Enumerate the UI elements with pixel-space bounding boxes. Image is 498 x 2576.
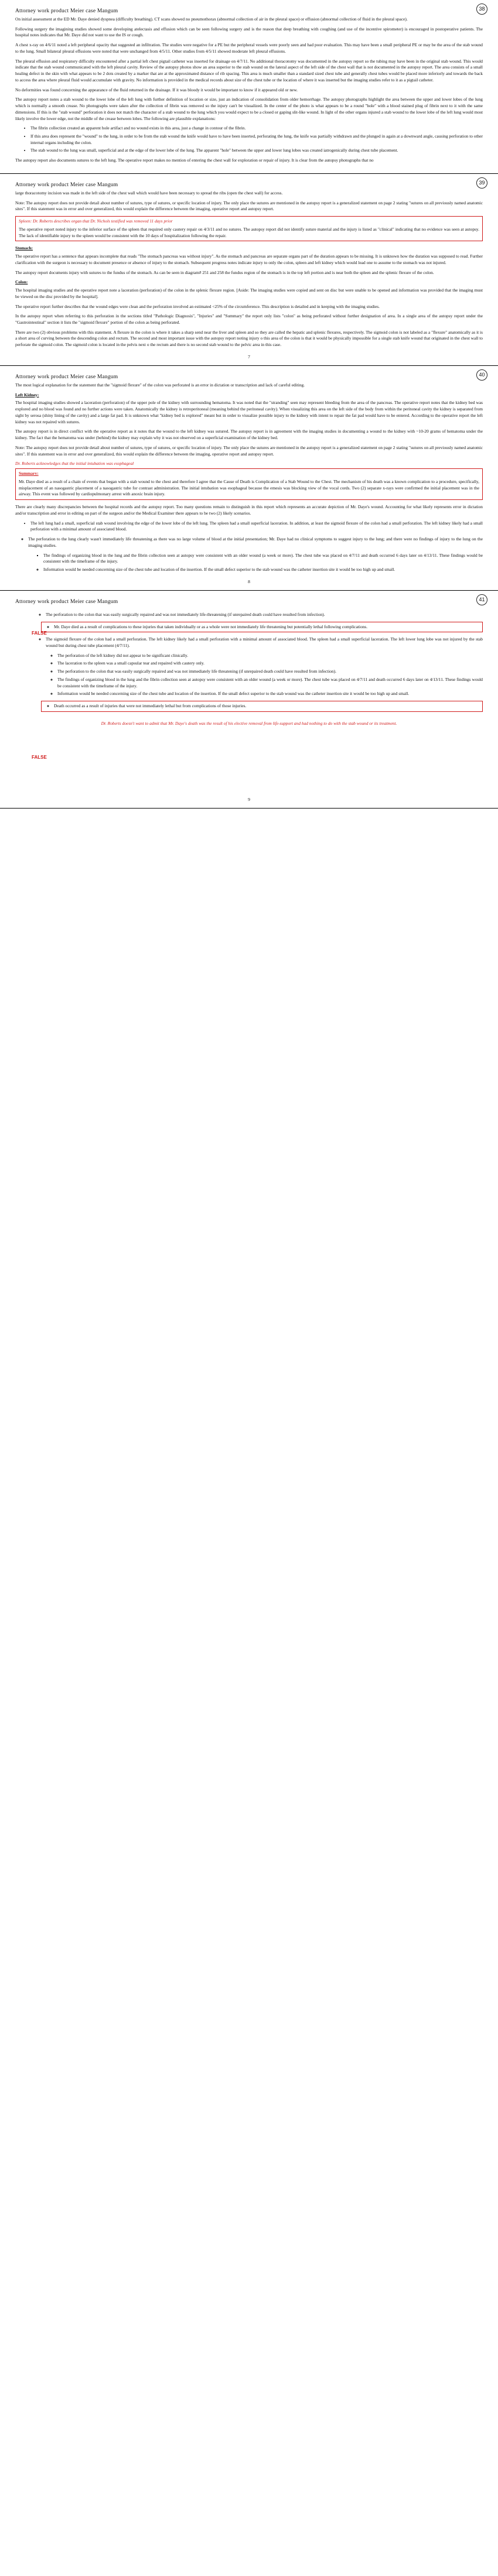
page-body-40	[15, 382, 483, 584]
page-footer: 7	[248, 354, 250, 359]
paragraph: large thoracotomy incision was made in the left side of the chest wall which would have been necessary to spread the ribs (open the chest wall) for access.	[15, 190, 283, 196]
paragraph: There are clearly many discrepancies between the hospital records and the autopsy report. Too many questions remain to distinguish in this report which represents an accurate depiction of Mr. Daye's wound. Accounting for what likely represents error in dictation and/or transcription and error in editing on part of the surgeon and/or the Medical Examiner there appears to be two (2) likely scenarios.	[15, 504, 483, 516]
list-item: • The fibrin collection created an apparent hole artifact and no wound exists in this area, just a change in contour of the fibrin.	[30, 125, 483, 132]
list-item: ◦ Mr. Daye died as a result of complications to these injuries that taken individually or as a whole were not immediately life threatening but potentially lethal following complications.	[54, 624, 479, 631]
bullet-sublist-hollow	[15, 653, 483, 697]
false-label-2: FALSE	[32, 754, 47, 760]
page-header: Attorney work product Meier case Mangum	[15, 181, 118, 188]
page-header: Attorney work product Meier case Mangum	[15, 8, 118, 14]
paragraph: The operative report further describes that the wound edges were clean and the perforation involved an estimated <25% of the circumference. This description is detailed and in keeping with the imaging studies.	[15, 303, 380, 309]
list-item: ◦ The perforation to the colon that was easily surgically repaired and was not immediately life-threatening (if unrepaired death could have resulted from infection).	[46, 612, 483, 618]
paragraph: Note: The autopsy report does not provide detail about number of sutures, type of sutures, or specific location of injury. The only place the sutures are mentioned in the autopsy report is a generalized statement on page 2 stating "sutures on all previously named anatomic sites". If this statement was in error and over generalized, this would explain the difference between the imaging, operative report and autopsy report.	[15, 444, 483, 457]
paragraph: The autopsy report is in direct conflict with the operative report as it notes that the wound to the left kidney was sutured. The autopsy report is in agreement with the imaging studies in documenting a wound to the kidney with ~10-20 grams of hematoma under the kidney. The fact that the hematoma was under (behind) the kidney may explain why it was not observed on a superficial examination of the kidney bed.	[15, 429, 483, 441]
list-item: • The left lung had a small, superficial stab wound involving the edge of the lower lobe of the left lung. The spleen had a small superficial laceration. In addition, at least the sigmoid flexure of the colon had a small perforation. The left kidney likely had a small perforation with a minimal amount of associated blood.	[30, 520, 483, 533]
paragraph: The hospital imaging studies showed a laceration (perforation) of the upper pole of the kidney with surrounding hematoma. It was noted that the "stranding" seen may represent bleeding from the area of the pancreas. The operative report notes that the kidney bed was explored and no blood was found and no further actions were taken. Anatomically the kidney is retroperitoneal (meaning behind the peritoneal cavity). When visualizing this area on the left side of the body from within the peritoneal cavity the kidney is separated from sight by serosa (shiny lining of the cavity) and a large fat pad. It is unknown what "kidney bed is explored" meant but in order to visualize possible injury to the kidney with intent to repair the fat pad would have to be entered. According to the operative report the left kidney was not repaired with sutures.	[15, 400, 483, 424]
list-item: • The stab wound to the lung was small, superficial and at the edge of the lower lobe of the lung. The apparent "hole" between the upper and lower lung lobes was created iatrogenically during chest tube placement.	[30, 148, 483, 154]
page-footer: 9	[248, 796, 250, 802]
annotation-esophageal-intubation: Dr. Roberts acknowledges that the initial intubation was esophageal	[15, 461, 134, 467]
list-item: ◦ The sigmoid flexure of the colon had a small perforation. The left kidney likely had a small perforation with a minimal amount of associated blood. The spleen had a small superficial laceration. The left lower lung lobe was not injured by the stab wound but during chest tube placement (4/7/11).	[46, 636, 483, 649]
page-body-38	[15, 16, 483, 164]
list-item: ◦ The perforation to the colon that was easily surgically repaired and was not immediately life threatening (if unrepaired death could have resulted from infection).	[57, 669, 483, 675]
bullet-sublist	[15, 536, 483, 549]
paragraph: There are two (2) obvious problems with this statement. A flexure in the colon is where it takes a sharp send near the liver and spleen and so they are called the hepatic and splenic flexures, respectively. The sigmoid colon is not labeled as a "flexure" anatomically as it is a short area of curving between the descending colon and rectum. The second and most important issue with the autopsy report noting injury o this area of the colon is that it would be physically impossible for a single stab knife wound that originated in the chest wall to perforate the sigmoid colon. The sigmoid colon is located in the pelvis next o the rectum and there is no second stab wound to the pelvic area in this case.	[15, 329, 483, 348]
paragraph: In the autopsy report when referring to this perforation in the sections titled "Pathologic Diagnosis", "Injuries" and "Summary" the report only lists "colon" as being perforated without further designation of area. In a single area of the autopsy report under the "Gastrointestinal" section it lists the "sigmoid flexure" portion of the colon as being perforated.	[15, 313, 483, 325]
list-item: ◦ Death occurred as a result of injuries that were not immediately lethal but from complications of those injuries.	[54, 703, 479, 710]
paragraph: The hospital imaging studies and the operative report note a laceration (perforation) of the colon in the splenic flexure region. [Aside: The imaging studies were copied and sent on disc but were unable to be opened and information was provided that the imaging must be viewed on the disc provided by the hospital].	[15, 287, 483, 299]
false-label-1: FALSE	[32, 630, 47, 636]
page-badge-39: 39	[476, 177, 487, 189]
annotation-label: Summary:	[19, 471, 39, 477]
paragraph: The pleural effusion and respiratory difficulty encountered after a partial left chest pigtail catheter was inserted for drainage on 4/7/11. No additional thoracotomy was documented in the autopsy report so the tubing may have been in the original stab wound. This would indicate that the stab wound communicated with the left pleural cavity. Review of the autopsy photos show an area superior to the stab wound on the lateral aspect of the left side of the chest wall that is not documented in the autopsy report. The area consists of a small healing defect in the skin with what appears to be 2 dots created by a marker that are at the approximated distance of rib spacing. This area is much smaller than a standard sized chest tube and generally chest tubes would be placed more inferiorly and towards the back to access the area where pleural fluid would accumulate with gravity. No information is provided in the medical records about size of the chest tube or the location of where it was inserted but the imaging studies refer to it as a pigtail catheter.	[15, 58, 483, 83]
annotation-box-spleen	[15, 216, 483, 241]
document-page-40	[0, 366, 498, 591]
list-item: ◦ The laceration to the spleen was a small capsular tear and repaired with cautery only.	[57, 660, 483, 667]
page-badge-38: 38	[476, 4, 487, 15]
list-item: ◦ Information would be needed concerning size of the chest tube and location of the insertion. If the small defect superior to the stab wound was the catheter insertion site it would be too high up and small.	[43, 567, 483, 573]
page-badge-41: 41	[476, 594, 487, 605]
paragraph: No deformities was found concerning the appearance of the fluid returned in the drainage. If it was bloody it would be important to know if it appeared old or new.	[15, 87, 298, 93]
list-item: ◦ The findings of organizing blood in the lung and the fibrin collection seen at autopsy were consistent with an older wound (a week or more). The chest tube was placed on 4/7/11 and death occurred 6 days later on 4/13/11. These findings would be consistent with the timeframe of the injury.	[57, 677, 483, 689]
page-header: Attorney work product Meier case Mangum	[15, 598, 118, 605]
paragraph: Note: The autopsy report does not provide detail about number of sutures, type of sutures, or specific location of injury. The only place the sutures are mentioned in the autopsy report is a generalized statement on page 2 stating "sutures on all previously named anatomic sites". If this statement was in error and over generalized, this would explain the difference between the imaging, operative report and autopsy report.	[15, 200, 483, 212]
bullet-list	[15, 125, 483, 154]
list-item: ◦ The perforation of the left kidney did not appear to be significant clinically.	[57, 653, 483, 659]
page-footer: 8	[248, 578, 250, 584]
annotation-closing-comment: Dr. Roberts doesn't want to admit that Mr. Daye's death was the result of his elective removal from life-support and had nothing to do with the stab wound or its treatment.	[101, 720, 397, 726]
list-item: ▪ The findings of organizing blood in the lung and the fibrin collection seen at autopsy were consistent with an older wound (a week or more). The chest tube was placed on 4/7/11 and death occurred 6 days later on 4/13/11. These findings would be consistent with the timeframe of the injury.	[43, 553, 483, 565]
bullet-list-b	[15, 636, 483, 649]
paragraph: The operative report has a sentence that appears incomplete that reads "The stomach pancreas was without injury". As the stomach and pancreas are separate organs part of the duration appears to be missing. It is unknown how the duration was supposed to read. Further clarification with the surgeon is necessary to document presence or absence of injury to the stomach. Subsequent progress notes indicate injury to only the colon, spleen and left kidney which would lead one to assume to the stomach was not injured.	[15, 254, 483, 265]
page-body-41	[15, 607, 483, 802]
bullet-sublist-2	[15, 553, 483, 573]
paragraph: The autopsy report documents injury with sutures to the fundus of the stomach. As can be seen in diagram# 251 and 258 the fundus region of the stomach is in the top left portion and is near both the spleen and the splenic flexure of the colon.	[15, 269, 434, 275]
document-page-38	[0, 0, 498, 174]
section-heading-stomach: Stomach:	[15, 245, 33, 251]
document-page-39	[0, 174, 498, 366]
list-item: • If this area does represent the "wound" to the lung, in order to be from the stab wound the knife would have to have been inserted, perforating the lung, the knife was partially withdrawn and the plunged in again at a downward angle, causing perforation to other internal organs including the colon.	[30, 133, 483, 146]
paragraph: The most logical explanation for the statement that the "sigmoid flexure" of the colon was perforated is an error in dictation or transcription and lack of careful editing.	[15, 382, 305, 388]
list-item: ◦ Information would be needed concerning size of the chest tube and location of the insertion. If the small defect superior to the stab wound was the catheter insertion site it would be too high up and small.	[57, 691, 483, 697]
paragraph: The autopsy report notes a stab wound to the lower lobe of the left lung with further definition of location or size, just an indication of consolidation from older hemorrhage. The autopsy photographs highlight the area between the upper and lower lobes of the lung which is normally a smooth crease. No photographs were taken after the collection of fibrin was removed so the injury can't be visualized. In the center of the photo is what appears to be a round "hole" with a blood stained plug of fibrin next to it with the same dimensions. If this is the "stab wound" perforation it does not match the character of a stab wound to the lung which you would expect to be a closed or gaping slit-like wound. In light of the other organs injured a stab wound to the lower lobe of the left lung would most likely involve the lower edge, not the middle of the crease between lobes. The following are plausible explanations:	[15, 97, 483, 121]
document-page-41	[0, 591, 498, 809]
page-badge-40: 40	[476, 369, 487, 381]
bullet-list	[15, 520, 483, 533]
paragraph: The autopsy report also documents sutures to the left lung. The operative report makes no mention of entering the chest wall for exploration or repair of injury. It is clear from the autopsy photographs that no	[15, 157, 374, 163]
paragraph: The operative report noted injury to the inferior surface of the spleen that required only cautery repair on 4/3/11 and no sutures. The autopsy report did not identify suture material and the injury is listed as "clinical" indicating that no evidence was seen at autopsy. The lack of identifiable injury to the spleen would be consistent with the 10 days of hospitalization following the repair.	[19, 226, 479, 238]
page-body-39	[15, 190, 483, 359]
page-header: Attorney work product Meier case Mangum	[15, 374, 118, 380]
annotation-label: Spleen: Dr. Roberts describes organ that Dr. Nichols testified was removed 11 days prior	[19, 218, 173, 224]
annotation-box-death-complications	[41, 701, 483, 712]
annotation-box-complications	[41, 622, 483, 633]
section-heading-colon: Colon:	[15, 279, 28, 285]
bullet-list	[15, 612, 483, 618]
paragraph: Mr. Daye died as a result of a chain of events that began with a stab wound to the chest and therefore I agree that the Cause of Death is Complication of a Stab Wound to the Chest. The mechanism of his death was a known complication to a procedure, specifically, misplacement of an nasogastric placement of a nasogastric tube for contrast administration. The initial intubation was esophageal because the emesis was blocking view of the vocal cords. Two (2) separate x-rays were confirmed the initial placement was in the airway. This event was followed by cardiopulmonary arrest with anoxic brain injury.	[19, 478, 479, 497]
paragraph: Following surgery the imagining studies showed some developing atelectasis and effusion which can be seen following surgery and is the reason that deep breathing with coughing (and use of the incentive spirometer) is encouraged in postoperative patients. The hospital notes indicates that Mr. Daye did not want to use the IS or cough.	[15, 26, 483, 38]
paragraph: On initial assessment at the ED Mr. Daye denied dyspnea (difficulty breathing). CT scans showed no pneumothorax (abnormal collection of air in the pleural space) or effusion (abnormal collection of fluid in the pleural space).	[15, 16, 408, 22]
list-item: ◦ The perforation to the lung clearly wasn't immediately life threatening as there was no large volume of blood at the initial presentation; Mr. Daye had no clinical symptoms to suggest injury to the lung; and there were no findings of injury to the lung on the imaging studies.	[28, 536, 483, 549]
section-heading-left-kidney: Left Kidney:	[15, 392, 39, 398]
paragraph: A chest x-ray on 4/6/11 noted a left peripheral opacity that suggested an infiltration. The studies were negative for a PE but the peripheral vessels were poorly seen and had poor evaluation. This may have been a small peripheral PE or may be the area of the stab wound to the lung. Small bilateral pleural effusions were noted that were unchanged from 4/5/11. Other studies from 4/5/11 showed moderate left pleural effusions.	[15, 42, 483, 54]
annotation-box-summary	[15, 468, 483, 500]
